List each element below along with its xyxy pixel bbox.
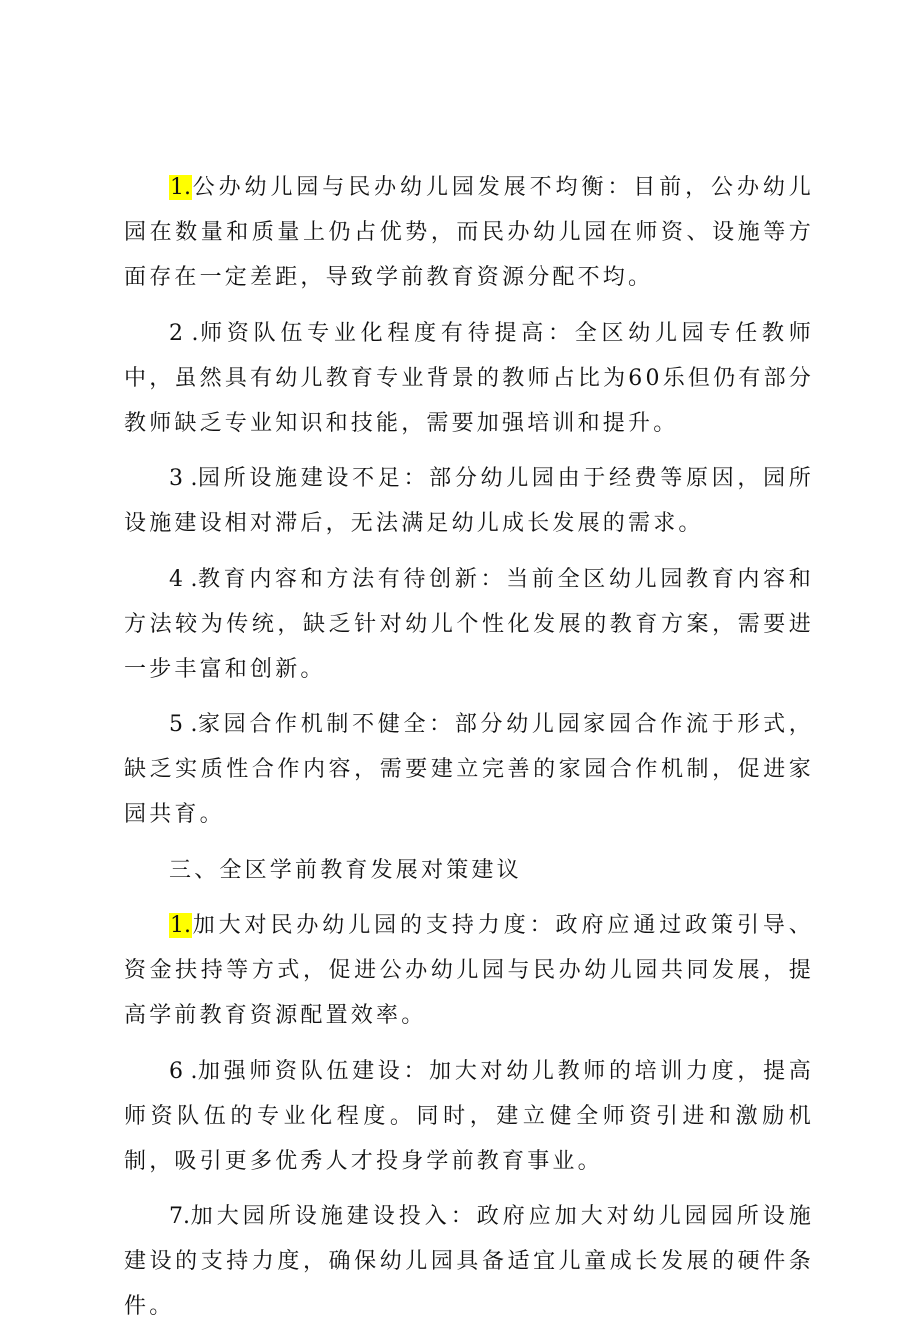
- paragraph-text: 加大对民办幼儿园的支持力度：政府应通过政策引导、资金扶持等方式，促进公办幼儿园与民办幼儿园共同发展，提高学前教育资源配置效率。: [124, 913, 814, 1028]
- paragraph-3: [124, 456, 814, 546]
- paragraph-text: 教育内容和方法有待创新：当前全区幼儿园教育内容和方法较为传统，缺乏针对幼儿个性化发展的教育方案，需要进一步丰富和创新。: [124, 566, 815, 682]
- paragraph-5: [124, 702, 814, 837]
- paragraph-1: [124, 165, 814, 300]
- paragraph-7: [124, 1049, 814, 1184]
- paragraph-6: [124, 903, 814, 1038]
- item-number-highlighted: 1.: [170, 913, 191, 938]
- item-number-highlighted: 1.: [170, 175, 191, 200]
- section-heading-text: 三、全区学前教育发展对策建议: [169, 857, 522, 883]
- section-heading: [124, 848, 814, 893]
- item-number: 6 .: [169, 1058, 198, 1084]
- document-body: [124, 165, 814, 1340]
- paragraph-text: 师资队伍专业化程度有待提高：全区幼儿园专任教师中，虽然具有幼儿教育专业背景的教师占比为60乐但仍有部分教师缺乏专业知识和技能，需要加强培训和提升。: [124, 320, 814, 436]
- paragraph-8: [124, 1194, 814, 1329]
- paragraph-4: [124, 557, 814, 692]
- paragraph-text: 加强师资队伍建设：加大对幼儿教师的培训力度，提高师资队伍的专业化程度。同时，建立健全师资引进和激励机制，吸引更多优秀人才投身学前教育事业。: [124, 1058, 815, 1174]
- paragraph-text: 家园合作机制不健全：部分幼儿园家园合作流于形式，缺乏实质性合作内容，需要建立完善的家园合作机制，促进家园共育。: [124, 712, 815, 827]
- item-number: 4 .: [169, 566, 198, 592]
- item-number: 3 .: [169, 466, 198, 491]
- paragraph-text: 公办幼儿园与民办幼儿园发展不均衡：目前，公办幼儿园在数量和质量上仍占优势，而民办幼儿园在师资、设施等方面存在一定差距，导致学前教育资源分配不均。: [124, 175, 814, 290]
- item-number: 2 .: [169, 320, 199, 346]
- paragraph-2: [124, 311, 814, 446]
- paragraph-text: 加大园所设施建设投入：政府应加大对幼儿园园所设施建设的支持力度，确保幼儿园具备适宜儿童成长发展的硬件条件。: [124, 1204, 814, 1319]
- item-number: 5 .: [169, 712, 198, 737]
- item-number: 7.: [169, 1204, 190, 1229]
- paragraph-text: 园所设施建设不足：部分幼儿园由于经费等原因，园所设施建设相对滞后，无法满足幼儿成长发展的需求。: [124, 466, 815, 536]
